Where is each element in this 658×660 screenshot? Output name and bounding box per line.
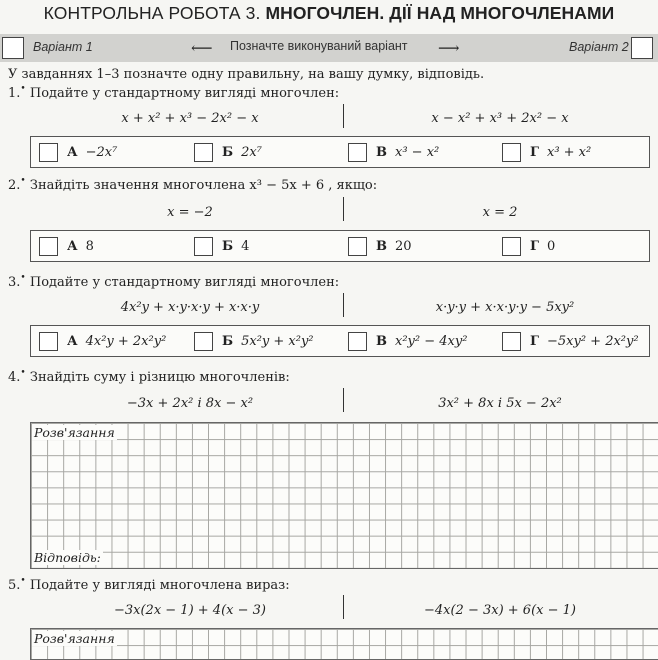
task-2-option-b[interactable] [194, 236, 249, 256]
option-letter: В [376, 333, 387, 349]
variant-divider [343, 595, 344, 619]
task-4-solution-grid[interactable] [30, 422, 658, 569]
option-value: 4 [241, 238, 250, 254]
task-4-text: Знайдіть суму і різницю многочленів: [29, 370, 290, 385]
variant-divider [343, 104, 344, 128]
task-1-variant1-expr: x + x² + x³ − 2x² − x [121, 111, 259, 126]
solution-label: Розв'язання [34, 425, 115, 440]
task-5-solution-grid[interactable] [30, 628, 658, 660]
checkbox[interactable] [39, 332, 58, 351]
answer-label: Відповідь: [34, 550, 101, 565]
option-value: 0 [546, 238, 556, 254]
task-3-option-a[interactable] [39, 331, 166, 351]
option-letter: Г [530, 333, 539, 349]
variant-1-label: Варіант 1 [33, 40, 93, 54]
checkbox[interactable] [194, 332, 213, 351]
task-1-option-d[interactable] [502, 142, 591, 162]
checkbox[interactable] [348, 237, 367, 256]
option-letter: А [67, 238, 78, 254]
checkbox[interactable] [39, 143, 58, 162]
task-3-option-d[interactable] [502, 331, 639, 351]
checkbox[interactable] [194, 143, 213, 162]
task-3-variant1-expr: 4x²y + x·y·x·y + x·x·y [120, 300, 260, 315]
task-1-option-a[interactable] [39, 142, 117, 162]
task-1-number: 1. [8, 86, 21, 101]
option-value: −5xy² + 2x²y² [546, 333, 639, 349]
option-value: 5x²y + x²y² [241, 333, 314, 349]
task-4-variant2-expr: 3x² + 8x і 5x − 2x² [438, 396, 562, 411]
variant-divider [343, 293, 344, 317]
task-5-variant2-expr: −4x(2 − 3x) + 6(x − 1) [423, 603, 576, 618]
checkbox[interactable] [502, 332, 521, 351]
task-5-question: 5.• Подайте у вигляді многочлена вираз: [8, 576, 290, 593]
task-3-variant2-expr: x·y·y + x·x·y·y − 5xy² [435, 300, 575, 315]
title-prefix: КОНТРОЛЬНА РОБОТА 3. [43, 3, 261, 23]
task-1-option-b[interactable] [194, 142, 262, 162]
variant-2-label: Варіант 2 [569, 40, 629, 54]
arrow-right-icon: ⟶ [438, 39, 460, 57]
task-3-option-c[interactable] [348, 331, 467, 351]
option-letter: Г [530, 238, 539, 254]
option-value: x³ − x² [395, 144, 440, 160]
task-5-variant1-expr: −3x(2x − 1) + 4(x − 3) [113, 603, 266, 618]
task-1-text: Подайте у стандартному вигляді многочлен: [29, 86, 340, 101]
checkbox[interactable] [502, 237, 521, 256]
task-2-option-a[interactable] [39, 236, 94, 256]
option-letter: В [376, 144, 387, 160]
option-letter: Б [222, 238, 234, 254]
task-2-number: 2. [8, 178, 21, 193]
task-1-variant2-expr: x − x² + x³ + 2x² − x [431, 111, 569, 126]
option-letter: Б [222, 144, 234, 160]
task-3-text: Подайте у стандартному вигляді многочлен: [29, 275, 340, 290]
task-5-number: 5. [8, 578, 21, 593]
task-1-question: 1.• Подайте у стандартному вигляді многочлен: [8, 84, 340, 101]
intro-text: У завданнях 1–3 позначте одну правильну, на вашу думку, відповідь. [8, 67, 485, 82]
task-3-option-b[interactable] [194, 331, 314, 351]
option-letter: Б [222, 333, 234, 349]
variant-1-checkbox[interactable] [2, 37, 24, 59]
option-value: x³ + x² [546, 144, 592, 160]
variant-bar [0, 34, 658, 62]
task-2-text: Знайдіть значення многочлена x³ − 5x + 6 , якщо: [29, 178, 378, 193]
checkbox[interactable] [194, 237, 213, 256]
task-4-question: 4.• Знайдіть суму і різницю многочленів: [8, 368, 290, 385]
option-value: 8 [85, 238, 94, 254]
title-main: МНОГОЧЛЕН. ДІЇ НАД МНОГОЧЛЕНАМИ [265, 3, 615, 23]
variant-divider [343, 388, 344, 412]
arrow-left-icon: ⟵ [191, 39, 213, 57]
option-value: 2x⁷ [241, 144, 262, 160]
option-letter: В [376, 238, 387, 254]
task-2-variant2-expr: x = 2 [482, 205, 518, 220]
task-4-variant1-expr: −3x + 2x² і 8x − x² [126, 396, 254, 411]
option-value: −2x⁷ [85, 144, 118, 160]
page-title [0, 3, 658, 24]
option-value: 4x²y + 2x²y² [85, 333, 167, 349]
task-2-options [30, 230, 650, 262]
option-letter: Г [530, 144, 539, 160]
checkbox[interactable] [348, 143, 367, 162]
variant-instruction: Позначте виконуваний варіант [230, 39, 408, 53]
option-value: 20 [395, 238, 412, 254]
checkbox[interactable] [502, 143, 521, 162]
task-5-text: Подайте у вигляді многочлена вираз: [29, 578, 290, 593]
variant-divider [343, 197, 344, 221]
task-3-question: 3.• Подайте у стандартному вигляді многочлен: [8, 273, 340, 290]
task-1-option-c[interactable] [348, 142, 439, 162]
task-4-number: 4. [8, 370, 21, 385]
task-3-number: 3. [8, 275, 21, 290]
solution-label: Розв'язання [34, 631, 115, 646]
option-letter: А [67, 144, 78, 160]
task-2-variant1-expr: x = −2 [167, 205, 213, 220]
task-1-options [30, 136, 650, 168]
option-letter: А [67, 333, 78, 349]
task-3-options [30, 325, 650, 357]
task-2-question: 2.• Знайдіть значення многочлена x³ − 5x + 6 , якщо: [8, 176, 378, 193]
variant-2-checkbox[interactable] [631, 37, 653, 59]
option-value: x²y² − 4xy² [395, 333, 468, 349]
task-2-option-d[interactable] [502, 236, 555, 256]
checkbox[interactable] [39, 237, 58, 256]
checkbox[interactable] [348, 332, 367, 351]
task-2-option-c[interactable] [348, 236, 412, 256]
